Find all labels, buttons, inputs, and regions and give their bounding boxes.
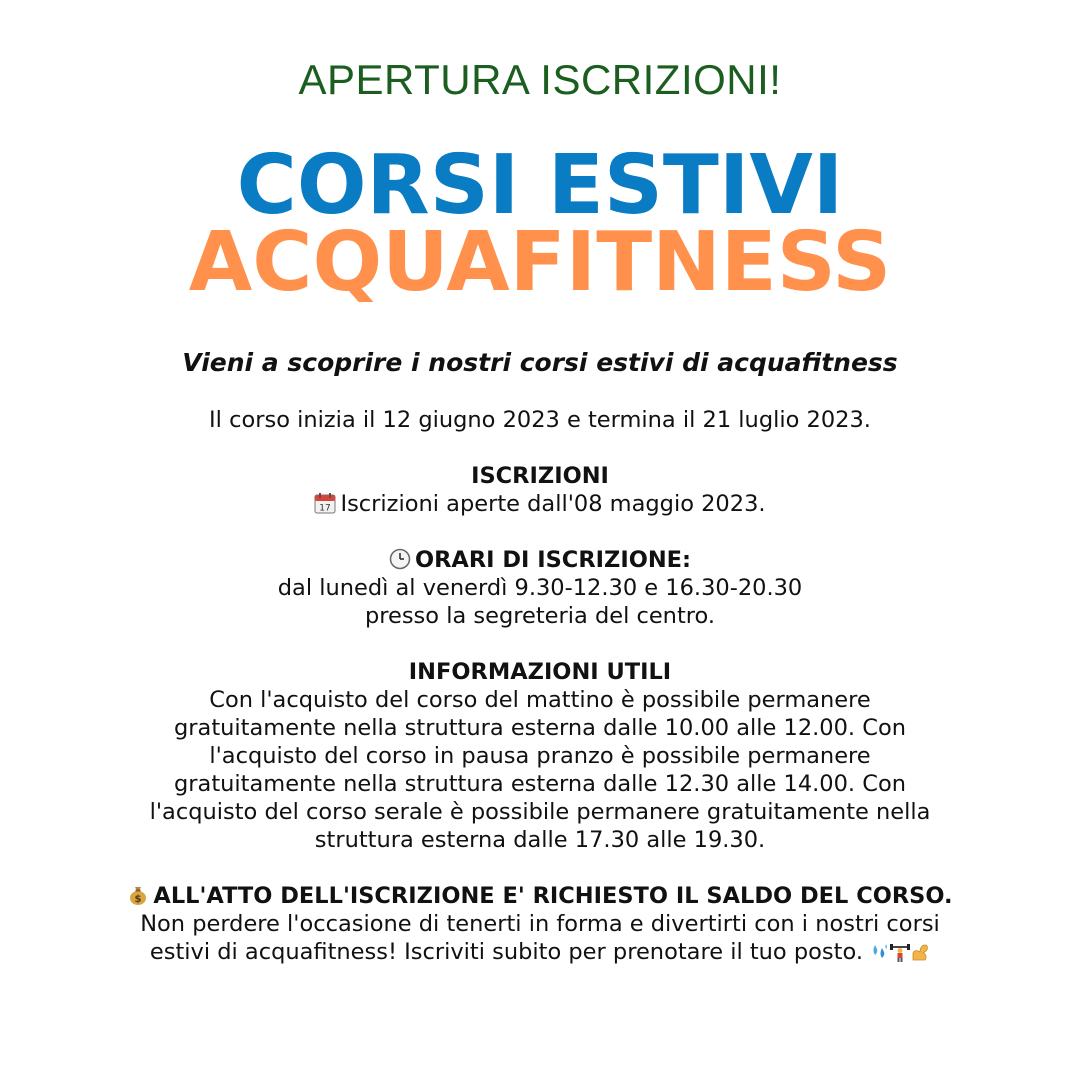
orari-heading-line [60, 546, 1020, 574]
title-line-1: CORSI ESTIVI [236, 138, 844, 233]
flexed-arm-icon [910, 942, 930, 962]
info-line: gratuitamente nella struttura esterna dalle 10.00 alle 12.00. Con [174, 715, 906, 741]
iscrizioni-line [60, 490, 1020, 518]
info-line: Con l'acquisto del corso del mattino è possibile permanere [209, 687, 871, 713]
info-line: gratuitamente nella struttura esterna dalle 12.30 alle 14.00. Con [174, 771, 906, 797]
saldo-line-1: Non perdere l'occasione di tenerti in forma e divertirti con i nostri corsi [140, 911, 940, 937]
iscrizioni-text: Iscrizioni aperte dall'08 maggio 2023. [340, 491, 766, 517]
info-heading: INFORMAZIONI UTILI [408, 659, 672, 685]
title-line-2: ACQUAFITNESS [188, 215, 892, 310]
subtitle: Vieni a scoprire i nostri corsi estivi di acquafitness [182, 348, 898, 377]
orari-line-2: presso la segreteria del centro. [364, 603, 716, 629]
svg-text:17: 17 [319, 503, 332, 514]
kicker-heading: APERTURA ISCRIZIONI! [298, 56, 782, 103]
orari-line-1: dal lunedì al venerdì 9.30-12.30 e 16.30-20.30 [277, 575, 803, 601]
info-line: l'acquisto del corso in pausa pranzo è possibile permanere [209, 743, 871, 769]
info-line: struttura esterna dalle 17.30 alle 19.30. [314, 827, 766, 853]
calendar-icon [314, 492, 336, 514]
info-line: l'acquisto del corso serale è possibile permanere gratuitamente nella [149, 799, 931, 825]
saldo-line-2: estivi di acquafitness! Iscriviti subito per prenotare il tuo posto. [149, 939, 863, 965]
saldo-heading-line [60, 882, 1020, 910]
body-text [60, 406, 1020, 966]
saldo-line-2-wrap [60, 938, 1020, 966]
weightlifter-icon [890, 942, 910, 962]
saldo-heading: ALL'ATTO DELL'ISCRIZIONE E' RICHIESTO IL SALDO DEL CORSO. [153, 883, 953, 909]
svg-text:$: $ [134, 894, 142, 905]
splash-icon [870, 942, 890, 962]
money-bag-icon [127, 884, 149, 906]
orari-heading: ORARI DI ISCRIZIONE: [414, 547, 692, 573]
iscrizioni-heading: ISCRIZIONI [471, 463, 609, 489]
clock-icon [389, 548, 411, 570]
intro-text: Il corso inizia il 12 giugno 2023 e termina il 21 luglio 2023. [209, 407, 871, 433]
